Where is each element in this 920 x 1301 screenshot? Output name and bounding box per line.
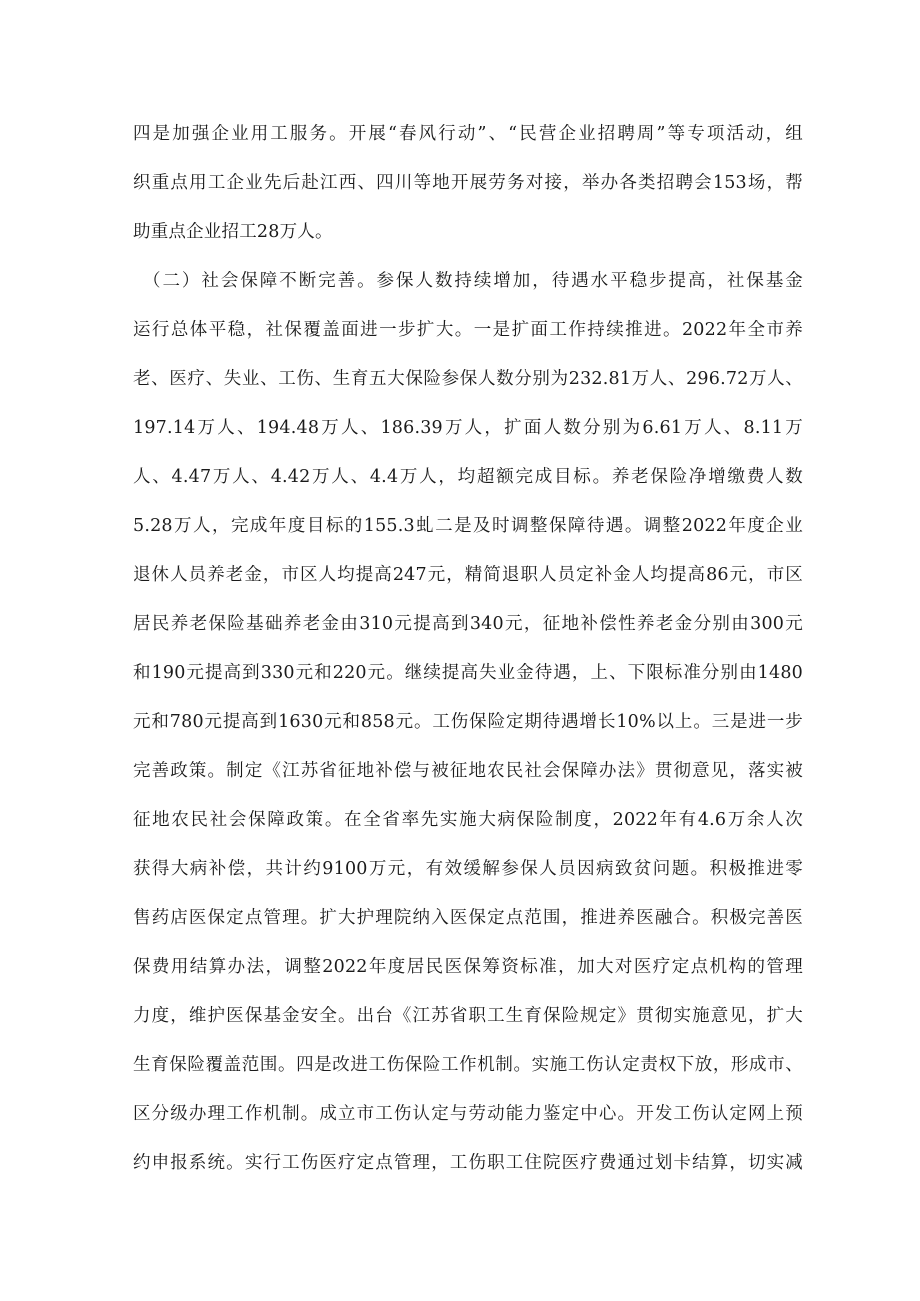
paragraph-2-line-16: 力度，维护医保基金安全。出台《江苏省职工生育保险规定》贯彻实施意见，扩大 [133,1006,803,1026]
paragraph-2-line-17: 生育保险覆盖范围。四是改进工伤保险工作机制。实施工伤认定责权下放，形成市、 [133,1055,803,1075]
paragraph-2-line-4: 197.14万人、194.48万人、186.39万人，扩面人数分别为6.61万人、8.11万 [133,418,803,438]
paragraph-2-line-10: 元和780元提高到1630元和858元。工伤保险定期待遇增长10%以上。三是进一步 [133,712,803,732]
paragraph-2-line-19: 约申报系统。实行工伤医疗定点管理，工伤职工住院医疗费通过划卡结算，切实减 [133,1153,803,1173]
paragraph-2-line-1: （二）社会保障不断完善。参保人数持续增加，待遇水平稳步提高，社保基金 [143,271,803,291]
paragraph-2-line-13: 获得大病补偿，共计约9100万元，有效缓解参保人员因病致贫问题。积极推进零 [133,859,803,879]
paragraph-2-line-7: 退休人员养老金，市区人均提高247元，精简退职人员定补金人均提高86元，市区 [133,565,803,585]
paragraph-2-line-5: 人、4.47万人、4.42万人、4.4万人，均超额完成目标。养老保险净增缴费人数 [133,467,803,487]
paragraph-2-line-12: 征地农民社会保障政策。在全省率先实施大病保险制度，2022年有4.6万余人次 [133,810,803,830]
paragraph-1-line-3: 助重点企业招工28万人。 [133,222,333,242]
paragraph-2-line-2: 运行总体平稳，社保覆盖面进一步扩大。一是扩面工作持续推进。2022年全市养 [133,320,803,340]
paragraph-2-line-8: 居民养老保险基础养老金由310元提高到340元，征地补偿性养老金分别由300元 [133,614,803,634]
paragraph-2-line-11: 完善政策。制定《江苏省征地补偿与被征地农民社会保障办法》贯彻意见，落实被 [133,761,803,781]
paragraph-2-line-3: 老、医疗、失业、工伤、生育五大保险参保人数分别为232.81万人、296.72万人、 [133,369,803,389]
paragraph-2-line-6: 5.28万人，完成年度目标的155.3虬二是及时调整保障待遇。调整2022年度企业 [133,516,803,536]
paragraph-2-line-15: 保费用结算办法，调整2022年度居民医保筹资标准，加大对医疗定点机构的管理 [133,957,803,977]
paragraph-2-line-14: 售药店医保定点管理。扩大护理院纳入医保定点范围，推进养医融合。积极完善医 [133,908,803,928]
paragraph-2-line-9: 和190元提高到330元和220元。继续提高失业金待遇，上、下限标准分别由1480 [133,663,803,683]
paragraph-2-line-18: 区分级办理工作机制。成立市工伤认定与劳动能力鉴定中心。开发工伤认定网上预 [133,1104,803,1124]
paragraph-1-line-1: 四是加强企业用工服务。开展“春风行动”、“民营企业招聘周”等专项活动，组 [133,124,803,144]
paragraph-1-line-2: 织重点用工企业先后赴江西、四川等地开展劳务对接，举办各类招聘会153场，帮 [133,173,803,193]
